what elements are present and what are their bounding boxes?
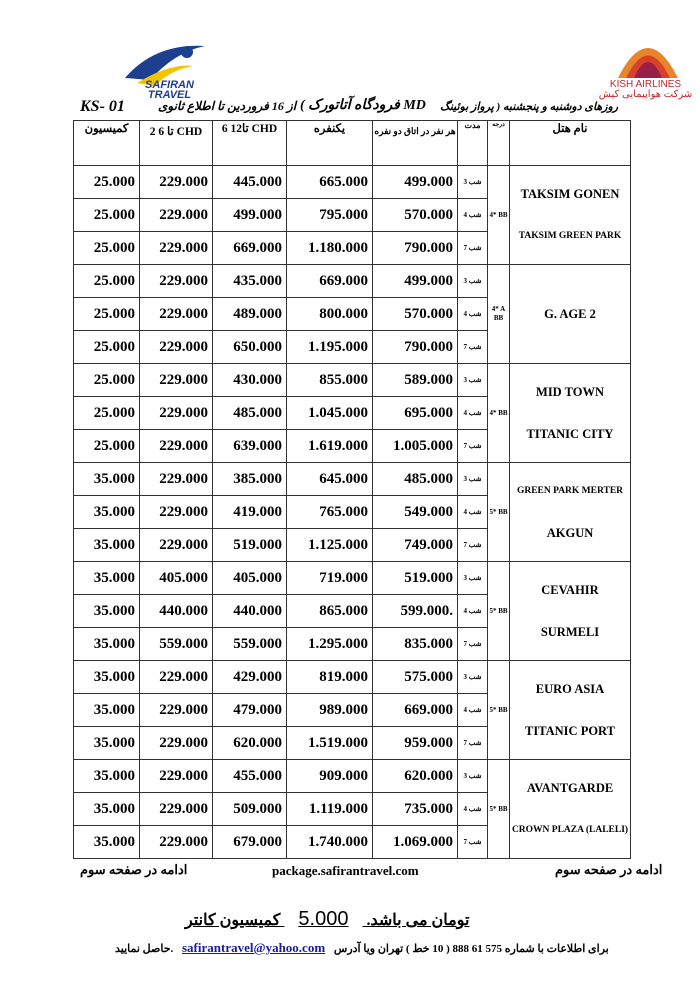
single-price-cell: 1.180.000 (287, 232, 373, 265)
grade-cell: 5* BB (488, 661, 510, 760)
chd-2-6-cell: 229.000 (140, 661, 213, 694)
kish-airlines-logo-text: KISH AIRLINES شرکت هواپیمایی کیش (598, 79, 693, 100)
double-price-cell: 959.000 (373, 727, 458, 760)
chd-6-12-cell: 445.000 (213, 166, 287, 199)
commission-note (185, 908, 469, 931)
hotel-cell (510, 562, 631, 661)
double-price-cell: 735.000 (373, 793, 458, 826)
continued-right: ادامه در صفحه سوم (555, 862, 663, 877)
single-price-cell: 1.619.000 (287, 430, 373, 463)
hotel-cell (510, 265, 631, 364)
col-duration: مدت (458, 121, 488, 166)
commission-cell: 35.000 (74, 529, 140, 562)
chd-6-12-cell: 669.000 (213, 232, 287, 265)
commission-cell: 35.000 (74, 760, 140, 793)
chd-6-12-cell: 429.000 (213, 661, 287, 694)
duration-cell: 7 شب (458, 826, 488, 859)
hotel-name: TAKSIM GREEN PARK (518, 231, 622, 241)
single-price-cell: 800.000 (287, 298, 373, 331)
chd-2-6-cell: 229.000 (140, 199, 213, 232)
contact-line (115, 940, 609, 956)
date-range: از 16 فروردین تا اطلاع ثانوی (158, 99, 297, 113)
table-row (74, 661, 631, 694)
hotel-name: CEVAHIR (541, 583, 599, 597)
single-price-cell: 989.000 (287, 694, 373, 727)
hotel-name: CROWN PLAZA (LALELI) (511, 825, 629, 835)
double-price-cell: 599.000. (373, 595, 458, 628)
hotel-cell (510, 760, 631, 859)
price-table (73, 120, 631, 859)
col-single: یکنفره (287, 121, 373, 166)
duration-cell: 3 شب (458, 364, 488, 397)
duration-cell: 3 شب (458, 265, 488, 298)
double-price-cell: 499.000 (373, 166, 458, 199)
airport-info: MD فرودگاه آتاتورک ) (300, 98, 426, 113)
double-price-cell: 519.000 (373, 562, 458, 595)
chd-6-12-cell: 639.000 (213, 430, 287, 463)
chd-6-12-cell: 455.000 (213, 760, 287, 793)
chd-6-12-cell: 489.000 (213, 298, 287, 331)
col-chd-6-12: 6 تا12 CHD (213, 121, 287, 166)
commission-cell: 25.000 (74, 430, 140, 463)
chd-2-6-cell: 229.000 (140, 397, 213, 430)
chd-6-12-cell: 440.000 (213, 595, 287, 628)
chd-2-6-cell: 229.000 (140, 430, 213, 463)
chd-2-6-cell: 229.000 (140, 463, 213, 496)
duration-cell: 4 شب (458, 595, 488, 628)
grade-cell: 5* BB (488, 562, 510, 661)
double-price-cell: 790.000 (373, 331, 458, 364)
commission-cell: 25.000 (74, 232, 140, 265)
chd-6-12-cell: 479.000 (213, 694, 287, 727)
grade-cell: 4* A BB (488, 265, 510, 364)
commission-cell: 25.000 (74, 265, 140, 298)
single-price-cell: 645.000 (287, 463, 373, 496)
col-double: هر نفر در اتاق دو نفره (373, 121, 458, 166)
commission-cell: 35.000 (74, 826, 140, 859)
commission-note-value: 5.000 (298, 908, 349, 930)
duration-cell: 3 شب (458, 166, 488, 199)
hotel-name: AKGUN (546, 526, 594, 540)
single-price-cell: 1.740.000 (287, 826, 373, 859)
duration-cell: 3 شب (458, 760, 488, 793)
single-price-cell: 1.195.000 (287, 331, 373, 364)
commission-cell: 35.000 (74, 793, 140, 826)
grade-cell: 4* BB (488, 166, 510, 265)
chd-2-6-cell: 229.000 (140, 727, 213, 760)
single-price-cell: 1.119.000 (287, 793, 373, 826)
table-row (74, 166, 631, 199)
double-price-cell: 570.000 (373, 298, 458, 331)
hotel-cell (510, 166, 631, 265)
double-price-cell: 790.000 (373, 232, 458, 265)
single-price-cell: 765.000 (287, 496, 373, 529)
double-price-cell: 589.000 (373, 364, 458, 397)
double-price-cell: 749.000 (373, 529, 458, 562)
commission-cell: 35.000 (74, 661, 140, 694)
chd-2-6-cell: 229.000 (140, 760, 213, 793)
commission-cell: 25.000 (74, 166, 140, 199)
commission-cell: 25.000 (74, 199, 140, 232)
chd-2-6-cell: 229.000 (140, 298, 213, 331)
hotel-name: EURO ASIA (535, 682, 605, 696)
double-price-cell: 499.000 (373, 265, 458, 298)
single-price-cell: 1.295.000 (287, 628, 373, 661)
commission-cell: 35.000 (74, 628, 140, 661)
hotel-name: G. AGE 2 (544, 307, 596, 321)
duration-cell: 4 شب (458, 397, 488, 430)
hotel-name: TITANIC PORT (525, 724, 615, 738)
commission-cell: 35.000 (74, 463, 140, 496)
single-price-cell: 1.045.000 (287, 397, 373, 430)
hotel-name: TITANIC CITY (526, 427, 614, 441)
duration-cell: 3 شب (458, 661, 488, 694)
commission-cell: 25.000 (74, 364, 140, 397)
single-price-cell: 1.519.000 (287, 727, 373, 760)
duration-cell: 3 شب (458, 463, 488, 496)
single-price-cell: 669.000 (287, 265, 373, 298)
commission-cell: 25.000 (74, 397, 140, 430)
commission-note-suffix: تومان می باشد. (366, 912, 470, 929)
duration-cell: 7 شب (458, 628, 488, 661)
grade-cell: 4* BB (488, 364, 510, 463)
col-hotel: نام هتل (510, 121, 631, 166)
commission-cell: 35.000 (74, 562, 140, 595)
single-price-cell: 909.000 (287, 760, 373, 793)
duration-cell: 4 شب (458, 298, 488, 331)
chd-6-12-cell: 650.000 (213, 331, 287, 364)
chd-6-12-cell: 435.000 (213, 265, 287, 298)
hotel-name: SURMELI (540, 625, 600, 639)
chd-2-6-cell: 229.000 (140, 529, 213, 562)
chd-2-6-cell: 229.000 (140, 793, 213, 826)
flight-days: روزهای دوشنبه و پنجشنبه ( پرواز بوئینگ (440, 101, 619, 113)
hotel-cell (510, 463, 631, 562)
double-price-cell: 620.000 (373, 760, 458, 793)
single-price-cell: 855.000 (287, 364, 373, 397)
table-row (74, 463, 631, 496)
duration-cell: 4 شب (458, 199, 488, 232)
chd-2-6-cell: 229.000 (140, 496, 213, 529)
duration-cell: 7 شب (458, 727, 488, 760)
chd-2-6-cell: 229.000 (140, 331, 213, 364)
chd-6-12-cell: 559.000 (213, 628, 287, 661)
commission-note-prefix: کمیسیون کانتر (185, 912, 281, 929)
chd-6-12-cell: 519.000 (213, 529, 287, 562)
safiran-logo-text: SAFIRAN TRAVEL (145, 79, 194, 101)
double-price-cell: 695.000 (373, 397, 458, 430)
flight-code: KS- 01 (80, 98, 125, 115)
chd-6-12-cell: 679.000 (213, 826, 287, 859)
chd-2-6-cell: 229.000 (140, 265, 213, 298)
duration-cell: 7 شب (458, 529, 488, 562)
chd-6-12-cell: 509.000 (213, 793, 287, 826)
commission-cell: 25.000 (74, 298, 140, 331)
single-price-cell: 665.000 (287, 166, 373, 199)
grade-cell: 5* BB (488, 760, 510, 859)
chd-6-12-cell: 499.000 (213, 199, 287, 232)
double-price-cell: 575.000 (373, 661, 458, 694)
contact-suffix: حاصل نمایید. (115, 943, 174, 955)
chd-6-12-cell: 620.000 (213, 727, 287, 760)
chd-6-12-cell: 405.000 (213, 562, 287, 595)
commission-cell: 35.000 (74, 496, 140, 529)
hotel-name: MID TOWN (536, 385, 604, 399)
double-price-cell: 1.069.000 (373, 826, 458, 859)
table-row (74, 265, 631, 298)
chd-6-12-cell: 385.000 (213, 463, 287, 496)
chd-6-12-cell: 430.000 (213, 364, 287, 397)
email-link[interactable]: safirantravel@yahoo.com (182, 940, 326, 955)
commission-cell: 35.000 (74, 595, 140, 628)
single-price-cell: 719.000 (287, 562, 373, 595)
double-price-cell: 1.005.000 (373, 430, 458, 463)
duration-cell: 4 شب (458, 496, 488, 529)
chd-2-6-cell: 559.000 (140, 628, 213, 661)
chd-2-6-cell: 229.000 (140, 694, 213, 727)
duration-cell: 3 شب (458, 562, 488, 595)
double-price-cell: 549.000 (373, 496, 458, 529)
duration-cell: 7 شب (458, 331, 488, 364)
contact-prefix: برای اطلاعات با شماره 575 61 888 ( 10 خط ) تهران ویا آدرس (333, 943, 609, 955)
hotel-name: GREEN PARK MERTER (516, 486, 624, 496)
chd-6-12-cell: 419.000 (213, 496, 287, 529)
chd-2-6-cell: 229.000 (140, 364, 213, 397)
single-price-cell: 865.000 (287, 595, 373, 628)
chd-2-6-cell: 229.000 (140, 232, 213, 265)
double-price-cell: 669.000 (373, 694, 458, 727)
table-header-row (74, 121, 631, 166)
double-price-cell: 570.000 (373, 199, 458, 232)
hotel-cell (510, 661, 631, 760)
table-row (74, 364, 631, 397)
chd-2-6-cell: 229.000 (140, 826, 213, 859)
continued-left: ادامه در صفحه سوم (80, 862, 188, 877)
chd-2-6-cell: 229.000 (140, 166, 213, 199)
col-grade: درجه (488, 121, 510, 166)
website-link[interactable]: package.safirantravel.com (272, 863, 419, 878)
duration-cell: 4 شب (458, 793, 488, 826)
col-commission: کمیسیون (74, 121, 140, 166)
commission-cell: 35.000 (74, 694, 140, 727)
table-row (74, 562, 631, 595)
commission-cell: 35.000 (74, 727, 140, 760)
single-price-cell: 1.125.000 (287, 529, 373, 562)
commission-cell: 25.000 (74, 331, 140, 364)
grade-cell: 5* BB (488, 463, 510, 562)
duration-cell: 7 شب (458, 430, 488, 463)
single-price-cell: 819.000 (287, 661, 373, 694)
chd-2-6-cell: 405.000 (140, 562, 213, 595)
col-chd-2-6: 2 تا 6 CHD (140, 121, 213, 166)
chd-6-12-cell: 485.000 (213, 397, 287, 430)
duration-cell: 4 شب (458, 694, 488, 727)
hotel-name: TAKSIM GONEN (520, 187, 620, 201)
hotel-name: AVANTGARDE (526, 781, 614, 795)
duration-cell: 7 شب (458, 232, 488, 265)
double-price-cell: 835.000 (373, 628, 458, 661)
double-price-cell: 485.000 (373, 463, 458, 496)
table-row (74, 760, 631, 793)
hotel-cell (510, 364, 631, 463)
chd-2-6-cell: 440.000 (140, 595, 213, 628)
single-price-cell: 795.000 (287, 199, 373, 232)
